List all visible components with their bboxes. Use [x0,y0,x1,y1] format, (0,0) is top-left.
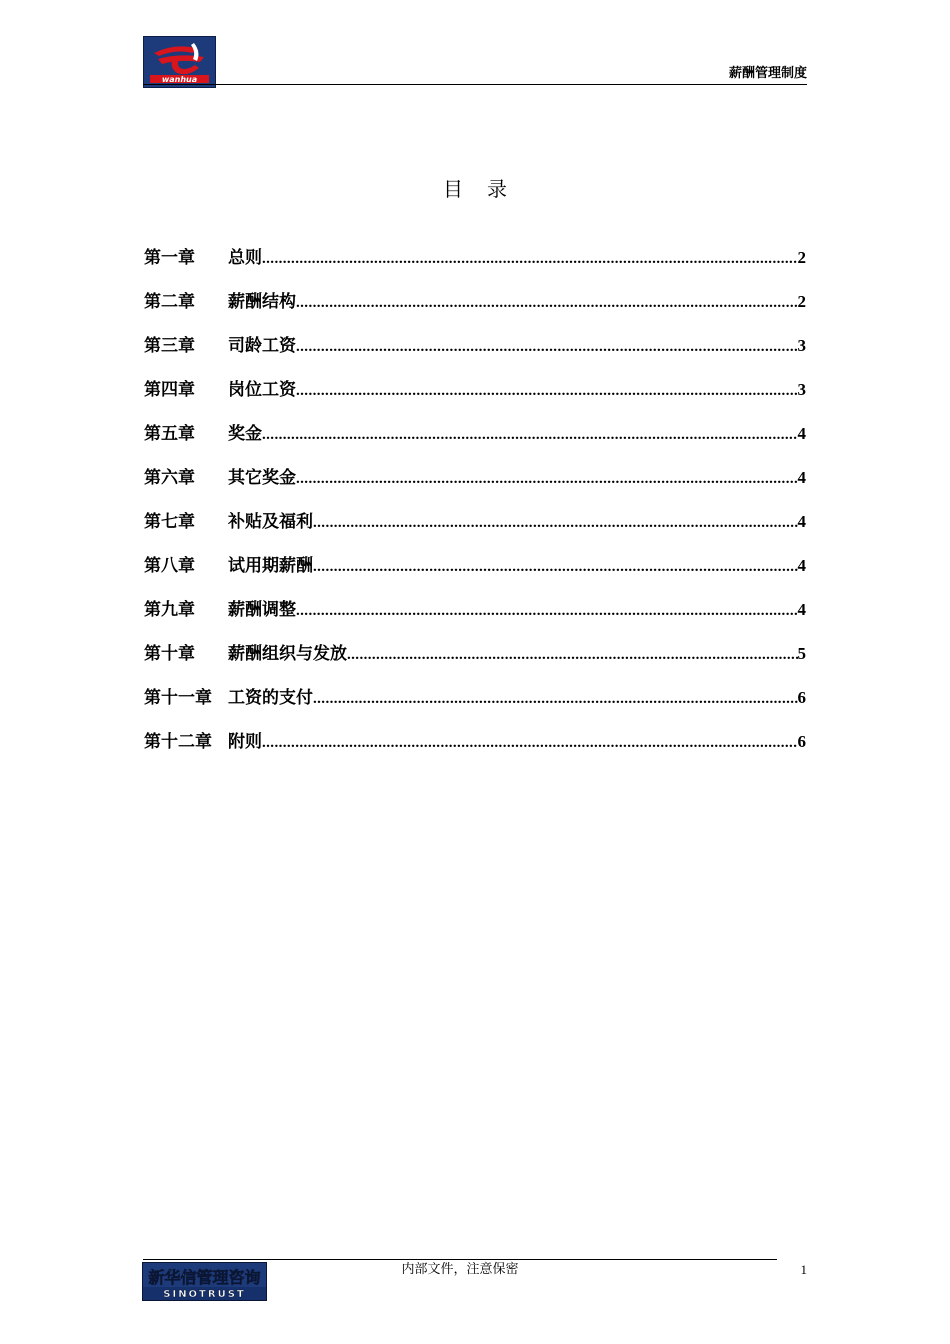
toc-entry-title: 薪酬组织与发放 [228,644,347,664]
toc-entry-title: 奖金 [228,424,262,444]
toc-entry-chapter: 第二章 [144,292,195,312]
toc-entry[interactable] [144,684,806,728]
toc-entry-title: 工资的支付 [228,688,313,708]
toc-entry[interactable] [144,728,806,772]
toc-entry-chapter: 第十二章 [144,732,212,752]
toc-entry-leader [296,597,798,625]
toc-entry[interactable] [144,332,806,376]
toc-entry-leader [296,333,798,361]
wanhua-logo-icon [143,36,216,88]
sinotrust-logo-en: SINOTRUST [163,1289,246,1300]
toc-entry-title: 司龄工资 [228,336,296,356]
toc-entry-page: 2 [797,248,806,267]
toc-entry[interactable] [144,420,806,464]
toc-entry-page: 4 [797,468,806,487]
toc-entry-chapter: 第六章 [144,468,195,488]
toc-entry-page: 4 [797,600,806,619]
toc-entry[interactable] [144,288,806,332]
toc-entry-chapter: 第十一章 [144,688,212,708]
toc-entry-title: 岗位工资 [228,380,296,400]
toc-entry-leader [296,289,798,317]
toc-entry-leader [262,245,798,273]
toc-entry-leader [262,729,798,757]
toc-entry[interactable] [144,640,806,684]
sinotrust-logo-cn: 新华信管理咨询 [148,1268,261,1287]
toc-entry-title: 薪酬结构 [228,292,296,312]
toc-entry-leader [296,377,798,405]
toc-entry-leader [313,685,798,713]
toc-entry-page: 5 [797,644,806,663]
toc-entry[interactable] [144,552,806,596]
confidentiality-note: 内部文件，注意保密 [401,1262,519,1277]
toc-entry-leader [296,465,798,493]
toc-entry-chapter: 第三章 [144,336,195,356]
toc-entry-title: 其它奖金 [228,468,296,488]
toc-entry-title: 薪酬调整 [228,600,296,620]
toc-entry[interactable] [144,596,806,640]
toc-entry-title: 试用期薪酬 [228,556,313,576]
toc-entry-leader [262,421,798,449]
toc-entry-chapter: 第四章 [144,380,195,400]
toc-entry-chapter: 第九章 [144,600,195,620]
toc-entry-page: 4 [797,556,806,575]
toc-entry-page: 6 [797,688,806,707]
wanhua-logo-text: wanhua [161,75,198,84]
toc-entry-chapter: 第十章 [144,644,195,664]
toc-entry-page: 3 [797,380,806,399]
toc-entry-title: 附则 [228,732,262,752]
toc-entry-title: 总则 [228,248,262,268]
toc-entry-chapter: 第八章 [144,556,195,576]
toc-entry-leader [313,553,798,581]
toc-entry-page: 6 [797,732,806,751]
toc-entry[interactable] [144,508,806,552]
footer-divider [143,1259,777,1260]
table-of-contents [144,244,806,772]
toc-entry-page: 3 [797,336,806,355]
toc-entry-page: 4 [797,424,806,443]
toc-entry[interactable] [144,376,806,420]
toc-entry[interactable] [144,464,806,508]
page-number: 1 [800,1262,807,1277]
toc-heading: 目录 [443,177,531,201]
toc-entry-page: 2 [797,292,806,311]
toc-entry-chapter: 第五章 [144,424,195,444]
toc-entry-title: 补贴及福利 [228,512,313,532]
toc-entry-chapter: 第一章 [144,248,195,268]
toc-entry-leader [347,641,798,669]
toc-entry-page: 4 [797,512,806,531]
toc-entry-chapter: 第七章 [144,512,195,532]
toc-entry[interactable] [144,244,806,288]
header-divider [143,84,807,85]
document-title: 薪酬管理制度 [728,66,807,81]
toc-entry-leader [313,509,798,537]
